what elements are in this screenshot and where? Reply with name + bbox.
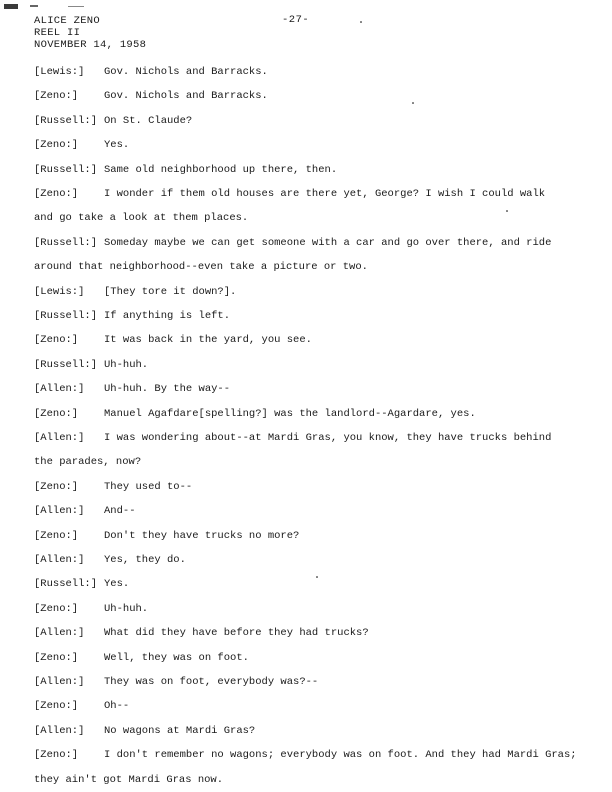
transcript-line xyxy=(0,310,612,322)
speaker-label: [Zeno:] xyxy=(34,407,79,420)
scan-mark xyxy=(30,5,38,7)
line-text-continuation: the parades, now? xyxy=(34,456,142,469)
line-text: Don't they have trucks no more? xyxy=(104,529,300,542)
header-reel: REEL II xyxy=(34,27,81,39)
line-text: Yes. xyxy=(104,139,130,152)
speaker-label: [Lewis:] xyxy=(34,66,85,78)
line-text: Manuel Agafdare[spelling?] was the landlord--Agardare, yes. xyxy=(104,407,476,420)
line-text: Uh-huh. xyxy=(104,602,149,615)
speaker-label: [Lewis:] xyxy=(34,285,85,298)
speaker-label: [Zeno:] xyxy=(34,602,79,615)
line-text: What did they have before they had trucks? xyxy=(104,627,369,640)
speck xyxy=(316,576,318,578)
transcript-line xyxy=(0,359,612,371)
speaker-label: [Allen:] xyxy=(34,627,85,640)
transcript-line xyxy=(0,212,612,224)
speaker-label: [Russell:] xyxy=(34,163,98,176)
speaker-label: [Zeno:] xyxy=(34,480,79,493)
transcript-line xyxy=(0,188,612,200)
line-text: Well, they was on foot. xyxy=(104,651,249,664)
line-text: If anything is left. xyxy=(104,310,231,322)
transcript-line xyxy=(0,749,612,761)
speaker-label: [Allen:] xyxy=(34,724,85,737)
speaker-label: [Zeno:] xyxy=(34,529,79,542)
speaker-label: [Zeno:] xyxy=(34,90,79,103)
line-text: Yes. xyxy=(104,578,130,591)
line-text: [They tore it down?]. xyxy=(104,285,237,298)
transcript-line xyxy=(0,774,612,786)
speck xyxy=(412,102,414,104)
line-text: Gov. Nichols and Barracks. xyxy=(104,90,268,103)
line-text-continuation: and go take a look at them places. xyxy=(34,212,249,225)
line-text: Oh-- xyxy=(104,700,130,713)
speaker-label: [Zeno:] xyxy=(34,139,79,152)
scan-mark xyxy=(68,6,84,7)
transcript-line xyxy=(0,286,612,298)
speaker-label: [Allen:] xyxy=(34,383,85,396)
transcript-line xyxy=(0,554,612,566)
transcript-line xyxy=(0,652,612,664)
line-text: Someday maybe we can get someone with a car and go over there, and ride xyxy=(104,236,552,249)
speck xyxy=(506,210,508,212)
speaker-label: [Allen:] xyxy=(34,676,85,688)
speaker-label: [Russell:] xyxy=(34,310,98,322)
speaker-label: [Zeno:] xyxy=(34,334,79,347)
scan-mark xyxy=(4,4,18,9)
speaker-label: [Allen:] xyxy=(34,432,85,444)
line-text: I wonder if them old houses are there yet, George? I wish I could walk xyxy=(104,188,546,200)
header-date: NOVEMBER 14, 1958 xyxy=(34,39,147,51)
speaker-label: [Allen:] xyxy=(34,554,85,566)
transcript-line xyxy=(0,578,612,590)
speaker-label: [Russell:] xyxy=(34,578,98,591)
line-text: I don't remember no wagons; everybody was on foot. And they had Mardi Gras; xyxy=(104,749,577,762)
transcript-line xyxy=(0,334,612,346)
transcript-line xyxy=(0,627,612,639)
line-text: They used to-- xyxy=(104,480,193,493)
speaker-label: [Zeno:] xyxy=(34,700,79,713)
transcript-line xyxy=(0,700,612,712)
line-text: They was on foot, everybody was?-- xyxy=(104,676,319,688)
transcript-line xyxy=(0,139,612,151)
transcript-line xyxy=(0,725,612,737)
transcript-line xyxy=(0,66,612,78)
speaker-label: [Zeno:] xyxy=(34,749,79,762)
transcript-line xyxy=(0,432,612,444)
speaker-label: [Zeno:] xyxy=(34,651,79,664)
transcript-line xyxy=(0,676,612,688)
transcript-line xyxy=(0,456,612,468)
speck xyxy=(360,21,362,23)
line-text: And-- xyxy=(104,505,136,518)
line-text: It was back in the yard, you see. xyxy=(104,334,312,347)
transcript-line xyxy=(0,164,612,176)
speaker-label: [Russell:] xyxy=(34,236,98,249)
transcript-line xyxy=(0,237,612,249)
speaker-label: [Allen:] xyxy=(34,505,85,518)
speaker-label: [Russell:] xyxy=(34,358,98,371)
transcript-line xyxy=(0,505,612,517)
line-text: Uh-huh. xyxy=(104,358,149,371)
line-text: Yes, they do. xyxy=(104,554,186,566)
header-name: ALICE ZENO xyxy=(34,15,101,27)
transcript-line xyxy=(0,603,612,615)
line-text: On St. Claude? xyxy=(104,114,193,127)
line-text: I was wondering about--at Mardi Gras, you know, they have trucks behind xyxy=(104,432,552,444)
transcript-line xyxy=(0,90,612,102)
speaker-label: [Zeno:] xyxy=(34,188,79,200)
page-number: -27- xyxy=(282,14,310,26)
transcript-line xyxy=(0,383,612,395)
transcript-line xyxy=(0,115,612,127)
line-text-continuation: around that neighborhood--even take a picture or two. xyxy=(34,261,368,274)
transcript-line xyxy=(0,408,612,420)
line-text: Same old neighborhood up there, then. xyxy=(104,163,338,176)
speaker-label: [Russell:] xyxy=(34,114,98,127)
transcript-line xyxy=(0,530,612,542)
line-text: Uh-huh. By the way-- xyxy=(104,383,231,396)
transcript-line xyxy=(0,261,612,273)
line-text: No wagons at Mardi Gras? xyxy=(104,724,256,737)
line-text-continuation: they ain't got Mardi Gras now. xyxy=(34,773,224,786)
line-text: Gov. Nichols and Barracks. xyxy=(104,66,268,78)
transcript-line xyxy=(0,481,612,493)
